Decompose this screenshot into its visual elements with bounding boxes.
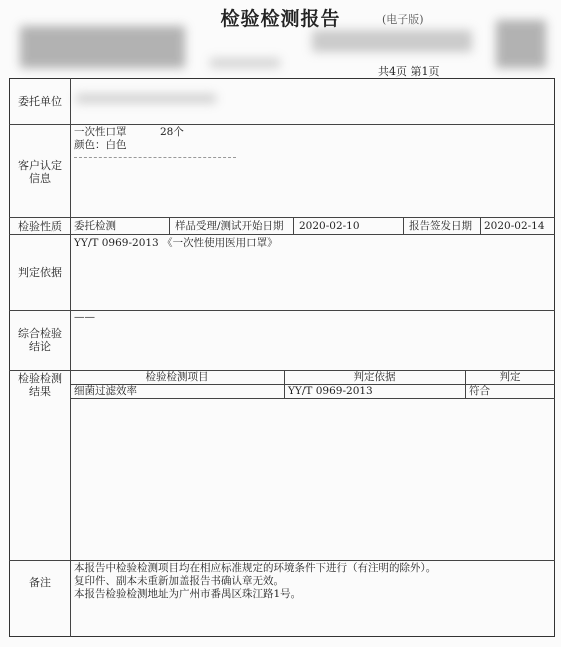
- label-conclusion: [10, 327, 70, 353]
- result-item: 细菌过滤效率: [74, 385, 137, 397]
- label-customer-info-line: 客户认定: [18, 159, 62, 172]
- separator-line: [74, 157, 236, 158]
- label-customer-info: [10, 159, 70, 185]
- label-results: [10, 372, 70, 398]
- issue-date: 2020-02-14: [484, 220, 545, 232]
- sample-date: 2020-02-10: [299, 220, 360, 232]
- row-divider: [9, 560, 555, 561]
- row-divider: [9, 217, 555, 218]
- conclusion-text: ——: [74, 311, 95, 323]
- remark-line: 本报告检验检测地址为广州市番禺区珠江路1号。: [74, 588, 302, 600]
- label-remarks: 备注: [29, 576, 51, 589]
- report-form: [9, 78, 555, 637]
- label-conclusion-line: 结论: [29, 340, 51, 353]
- report-title: 检验检测报告: [220, 8, 341, 30]
- result-basis: YY/T 0969-2013: [288, 385, 373, 397]
- customer-color: 颜色：白色: [74, 139, 127, 151]
- redacted-block: [312, 30, 472, 52]
- row-divider: [9, 124, 555, 125]
- row-divider: [70, 398, 555, 399]
- basis-text: YY/T 0969-2013 《一次性使用医用口罩》: [74, 237, 278, 249]
- page-info: 共4页 第1页: [378, 65, 440, 78]
- remark-line: 复印件、副本未重新加盖报告书确认章无效。: [74, 575, 284, 587]
- col-divider: [70, 78, 71, 637]
- redacted-block: [496, 20, 546, 68]
- results-header-basis: 判定依据: [353, 371, 396, 383]
- col-divider: [403, 217, 404, 234]
- edition-label: (电子版): [382, 13, 424, 26]
- customer-item: 一次性口罩: [74, 126, 127, 138]
- redacted-block: [210, 58, 280, 68]
- label-basis: 判定依据: [18, 266, 62, 279]
- sample-date-label: 样品受理/测试开始日期: [175, 220, 284, 232]
- label-customer-info-line: 信息: [29, 172, 51, 185]
- col-divider: [169, 217, 170, 234]
- label-results-line: 结果: [29, 385, 51, 398]
- test-nature-value: 委托检测: [74, 220, 116, 232]
- results-header-verdict: 判定: [499, 371, 521, 383]
- redacted-block: [20, 26, 185, 68]
- label-conclusion-line: 综合检验: [18, 327, 62, 340]
- col-divider: [480, 217, 481, 234]
- results-header-item: 检验检测项目: [145, 371, 209, 383]
- row-divider: [9, 234, 555, 235]
- issue-date-label: 报告签发日期: [409, 220, 472, 232]
- remark-line: 本报告中检验检测项目均在相应标准规定的环境条件下进行（有注明的除外）。: [74, 562, 437, 574]
- label-client: 委托单位: [18, 95, 62, 108]
- label-results-line: 检验检测: [18, 372, 62, 385]
- customer-quantity: 28个: [160, 126, 184, 138]
- label-test-nature: 检验性质: [18, 220, 62, 233]
- col-divider: [293, 217, 294, 234]
- result-verdict: 符合: [469, 385, 490, 397]
